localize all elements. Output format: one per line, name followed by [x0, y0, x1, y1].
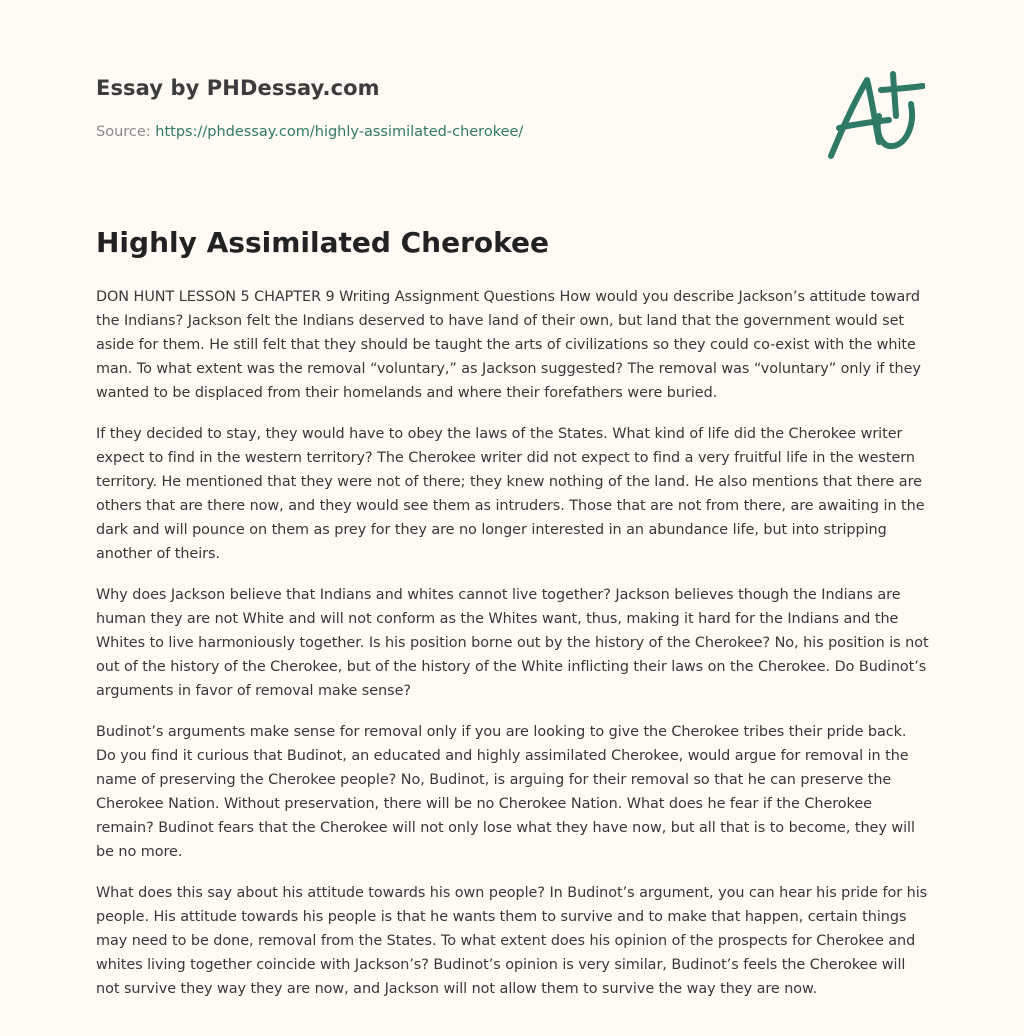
brand-title: Essay by PHDessay.com	[96, 76, 380, 100]
source-label: Source:	[96, 124, 156, 140]
a-plus-logo-icon	[825, 70, 925, 162]
essay-paragraph: Why does Jackson believe that Indians and whites cannot live together? Jackson believes though the Indians are human they are not White and will not conform as the Whites want, thus, making it hard for the Indians and the Whites to live harmoniously together. Is his position borne out by the history of the Cherokee? No, his position is not out of the history of the Cherokee, but of the history of the White inflicting their laws on the Cherokee. Do Budinot’s arguments in favor of removal make sense?	[96, 587, 929, 699]
essay-paragraph: Budinot’s arguments make sense for removal only if you are looking to give the Cherokee tribes their pride back. Do you find it curious that Budinot, an educated and highly assimilated Cherokee, would argue for removal in the name of preserving the Cherokee people? No, Budinot, is arguing for their removal so that he can preserve the Cherokee Nation. Without preservation, there will be no Cherokee Nation. What does he fear if the Cherokee remain? Budinot fears that the Cherokee will not only lose what they have now, but all that is to become, they will be no more.	[96, 724, 915, 860]
essay-body	[96, 285, 930, 1018]
essay-paragraph: If they decided to stay, they would have to obey the laws of the States. What kind of life did the Cherokee writer expect to find in the western territory? The Cherokee writer did not expect to find a very fruitful life in the western territory. He mentioned that they were not of there; they knew nothing of the land. He also mentions that there are others that are there now, and they would see them as intruders. Those that are not from there, are awaiting in the dark and will pounce on them as prey for they are no longer interested in an abundance life, but into stripping another of theirs.	[96, 426, 925, 562]
source-link[interactable]: https://phdessay.com/highly-assimilated-cherokee/	[155, 124, 524, 140]
source-line	[96, 124, 523, 140]
essay-paragraph: DON HUNT LESSON 5 CHAPTER 9 Writing Assignment Questions How would you describe Jackson’s attitude toward the Indians? Jackson felt the Indians deserved to have land of their own, but land that the government would set aside for them. He still felt that they should be taught the arts of civilizations so they could co-exist with the white man. To what extent was the removal “voluntary,” as Jackson suggested? The removal was “voluntary” only if they wanted to be displaced from their homelands and where their forefathers were buried.	[96, 289, 921, 401]
essay-paragraph: What does this say about his attitude towards his own people? In Budinot’s argument, you can hear his pride for his people. His attitude towards his people is that he wants them to survive and to make that happen, certain things may need to be done, removal from the States. To what extent does his opinion of the prospects for Cherokee and whites living together coincide with Jackson’s? Budinot’s opinion is very similar, Budinot’s feels the Cherokee will not survive they way they are now, and Jackson will not allow them to survive the way they are now.	[96, 885, 928, 997]
essay-title: Highly Assimilated Cherokee	[96, 226, 550, 259]
page-header	[96, 74, 928, 174]
